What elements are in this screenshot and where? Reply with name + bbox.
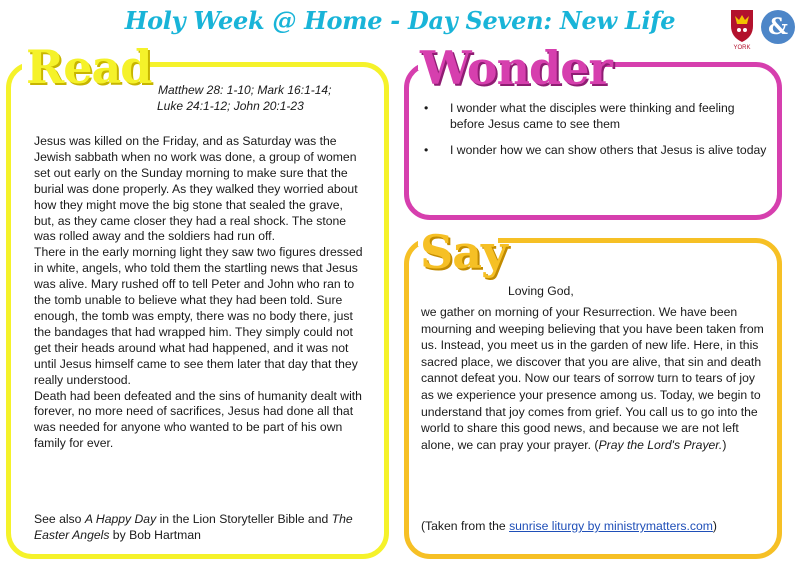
book-title: The Easter Angels — [34, 512, 353, 542]
say-heading: Say — [420, 225, 507, 279]
page-title: Holy Week @ Home - Day Seven: New Life — [124, 6, 676, 35]
source-suffix: ) — [712, 519, 717, 533]
prayer-source — [421, 519, 771, 533]
see-also-middle: in the Lion Storyteller Bible and — [156, 512, 332, 526]
references-line-2: Luke 24:1-12; John 20:1-23 — [157, 99, 304, 113]
story-paragraph: Death had been defeated and the sins of humanity dealt with forever, no more need of sacrifices, Jesus had done all that was needed for anyone who wanted to be part of his own family for ever. — [34, 388, 362, 451]
references-line-1: Matthew 28: 1-10; Mark 16:1-14; — [158, 83, 332, 97]
read-story — [34, 134, 366, 452]
book-title: A Happy Day — [84, 512, 157, 526]
bullet-icon: • — [424, 143, 429, 157]
wonder-list — [422, 100, 767, 168]
see-also-suffix: by Bob Hartman — [109, 528, 201, 542]
scripture-references — [158, 82, 383, 114]
prayer-text: we gather on morning of your Resurrection. We have been mourning and weeping believing that you have been taken from us. Instead, you meet us in the garden of new life. Here, in this sacred place, we discover that you are alive, that sin and death cannot defeat you. Now our tears of sorrow turn to tears of joy as we experience your presence among us. Today, we begin to understand that joy comes from grief. You call us to go into the world to share this good news, and because we are not left alone, we can pray your prayer. ( — [421, 305, 764, 452]
list-item — [422, 100, 767, 132]
crest-text: YORK — [733, 45, 751, 50]
read-heading: Read — [26, 40, 152, 94]
prayer-greeting: Loving God, — [508, 284, 574, 298]
diocese-crest-logo — [727, 6, 757, 50]
story-paragraph: Jesus was killed on the Friday, and as Saturday was the Jewish sabbath when no work was done, a group of women set out early on the Sunday morning to make sure that the burial was done properly. As they walked they worried about how they might move the big stone that sealed the grave, but, as they came closer they had a real shock. The stone was rolled away and the soldiers had run off. — [34, 134, 358, 244]
wonder-item-text: I wonder what the disciples were thinking and feeling before Jesus came to see them — [450, 101, 735, 131]
prayer-end: ) — [722, 437, 727, 452]
source-prefix: (Taken from the — [421, 519, 510, 533]
logo-group — [727, 4, 797, 52]
see-also-note — [34, 511, 366, 543]
ampersand-logo: & — [761, 10, 795, 44]
prayer-body — [421, 304, 769, 453]
wonder-item-text: I wonder how we can show others that Jesus is alive today — [450, 143, 767, 157]
wonder-heading: Wonder — [420, 41, 612, 95]
story-paragraph: There in the early morning light they saw two figures dressed in white, angels, who told them the startling news that Jesus was alive. Mary rushed off to tell Peter and John who ran to the tomb unable to believe what they had been told. Sure enough, the tomb was empty, there was no body there, just the bandages that had wrapped him. They simply could not get their heads around what had happened, and it was not until Jesus himself came to see them later that day that they really understood. — [34, 245, 363, 387]
see-also-prefix: See also — [34, 512, 85, 526]
list-item — [422, 142, 767, 158]
bullet-icon: • — [424, 101, 429, 115]
source-link[interactable]: sunrise liturgy by ministrymatters.com — [509, 519, 713, 533]
prayer-instruction: Pray the Lord's Prayer. — [598, 437, 723, 452]
